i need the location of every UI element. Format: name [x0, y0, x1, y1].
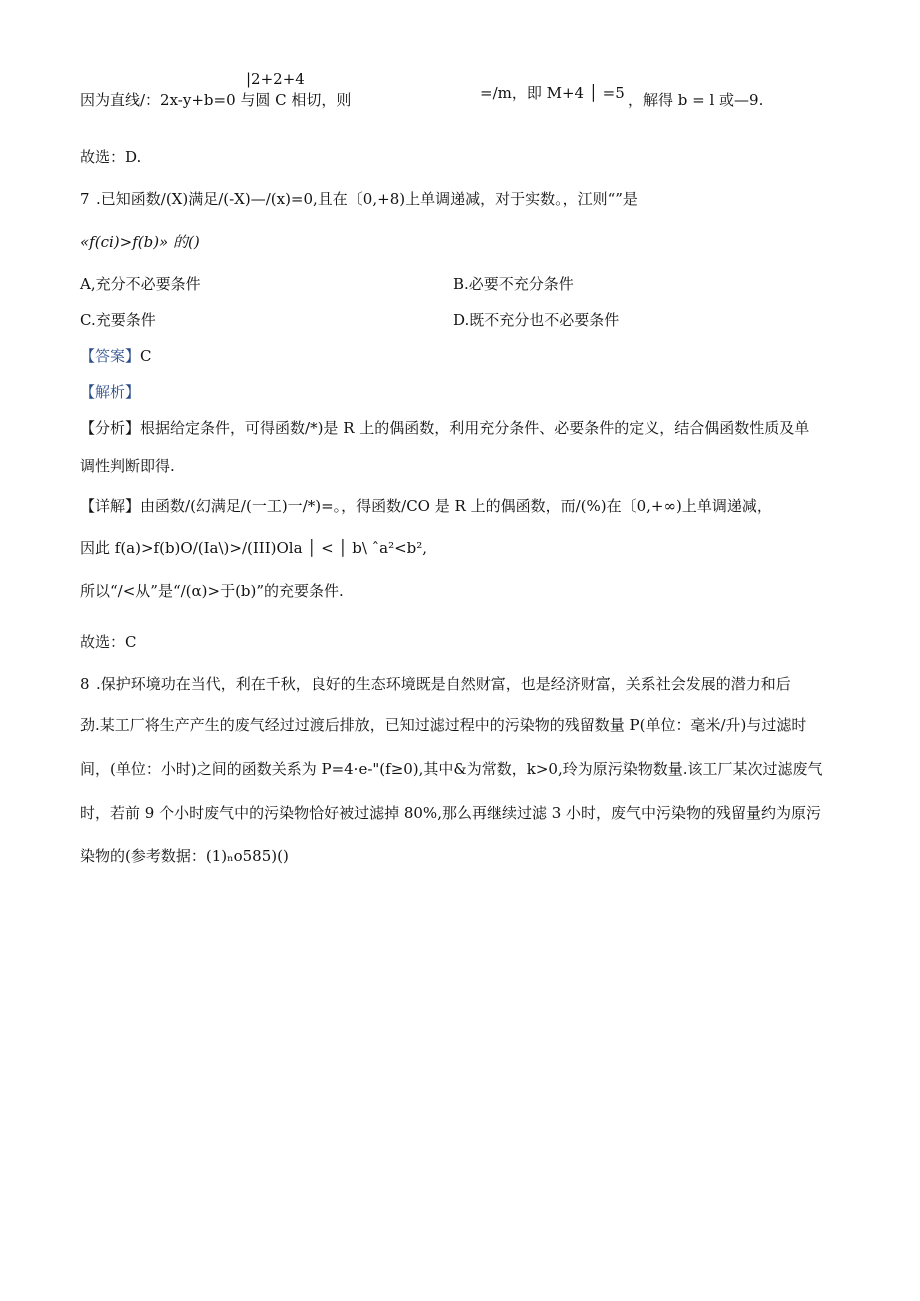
- q8-line4: 时，若前 9 个小时废气中的污染物恰好被过滤掉 80%,那么再继续过滤 3 小时，废气中污染物的残留量约为原污: [80, 804, 822, 822]
- q7-number: 7: [80, 190, 90, 208]
- analysis-tag: 【解析】: [80, 383, 141, 401]
- q7-option-a: A,充分不必要条件: [80, 275, 201, 293]
- q7-xiangjie-line3: 所以“/<从”是“/(α)>于(b)”的充要条件.: [80, 582, 344, 600]
- answer-value: C: [140, 347, 152, 365]
- q7-xiangjie-line1: [80, 497, 772, 517]
- q7-answer: [80, 347, 152, 367]
- intro-line-mid: =/m，即 M+4 │ =5: [480, 84, 625, 102]
- q7-stem-line1: .已知函数/(X)满足/(-X)—/(x)=0,且在〔0,+8)上单调递减，对于实数。，江则“”是: [96, 190, 638, 208]
- q8-line2: 劲.某工厂将生产产生的废气经过过渡后排放，已知过滤过程中的污染物的残留数量 P(单位：毫米/升)与过滤时: [80, 716, 807, 734]
- intro-line-left: 因为直线/：2x-y+b=0 与圆 C 相切，则: [80, 91, 352, 109]
- xiangjie-text: 由函数/(幻满足/(一工)一/*)=。，得函数/CO 是 R 上的偶函数，而/(%)在〔0,+∞)上单调递减，: [140, 497, 772, 515]
- intro-line-right: ，解得 b = l 或—9.: [628, 91, 764, 109]
- fenxi-tag: 【分析】: [80, 419, 141, 437]
- q8-line1: .保护环境功在当代，利在千秋，良好的生态环境既是自然财富，也是经济财富，关系社会发展的潜力和后: [96, 675, 791, 693]
- q8-number: 8: [80, 675, 90, 693]
- q7-option-c: C.充要条件: [80, 311, 156, 329]
- fenxi-text: 根据给定条件，可得函数/*)是 R 上的偶函数，利用充分条件、必要条件的定义，结合偶函数性质及单: [140, 419, 810, 437]
- q8-line3: 间，(单位：小时)之间的函数关系为 P=4·e-"(f≥0),其中&为常数，k>0,玲为原污染物数量.该工厂某次过滤废气: [80, 760, 823, 778]
- q7-fenxi-line2: 调性判断即得.: [80, 457, 175, 475]
- xiangjie-tag: 【详解】: [80, 497, 141, 515]
- answer-tag: 【答案】: [80, 347, 141, 365]
- q7-option-b: B.必要不充分条件: [453, 275, 574, 293]
- q8-line5: 染物的(参考数据：(1)ₙo585)(): [80, 847, 289, 865]
- q6-conclusion: 故选：D.: [80, 148, 142, 166]
- q7-option-d: D.既不充分也不必要条件: [453, 311, 620, 329]
- q7-fenxi-line1: [80, 419, 809, 439]
- fraction-numerator: |2+2+4: [246, 70, 305, 88]
- q7-conclusion: 故选：C: [80, 633, 137, 651]
- q7-stem-line2: «f(ci)>f(b)» 的(): [80, 233, 200, 251]
- q7-xiangjie-line2: 因此 f(a)>f(b)O/(Ia\)>/(III)Ola │ < │ b\ ˆa²<b²,: [80, 539, 428, 557]
